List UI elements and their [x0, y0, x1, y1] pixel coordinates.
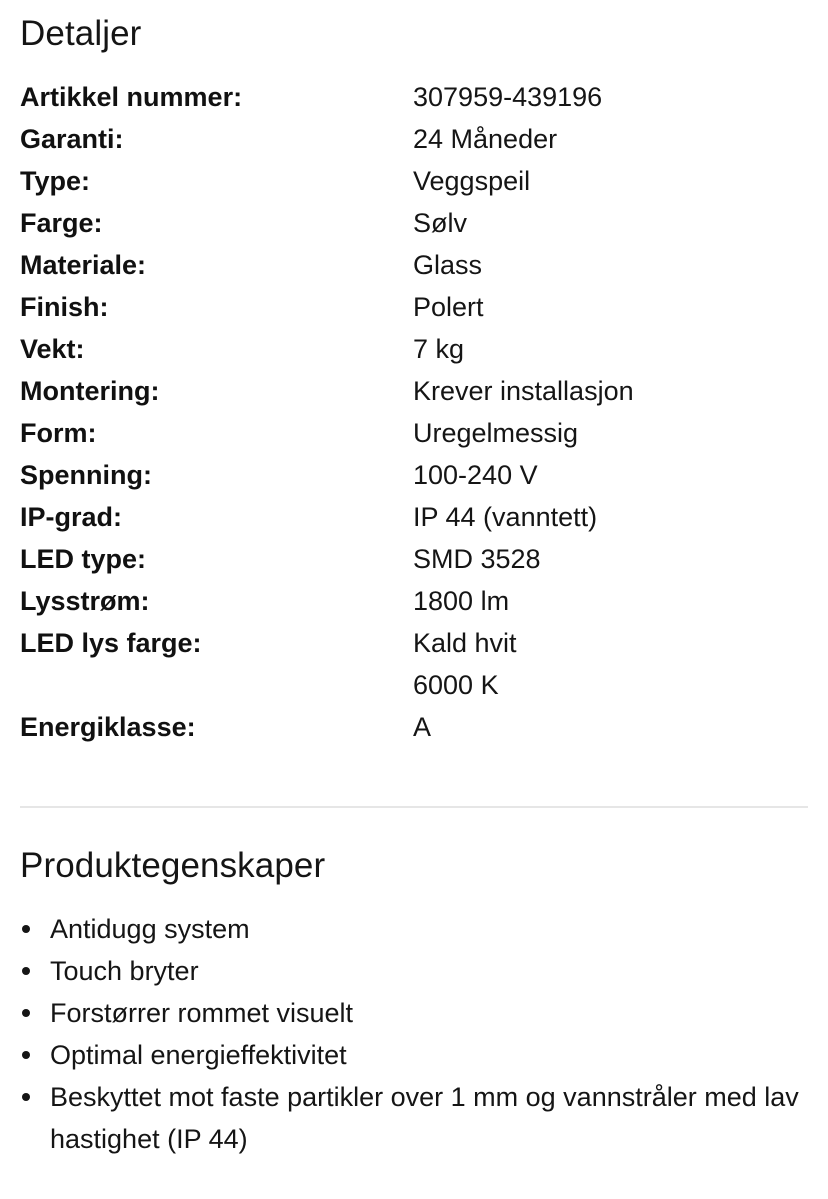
spec-label: Spenning: [20, 460, 152, 490]
feature-list [20, 908, 810, 1160]
spec-label: Form: [20, 418, 97, 448]
spec-value: 307959-439196 [413, 82, 603, 112]
bullet-icon [22, 1051, 30, 1059]
spec-row-mounting [20, 370, 810, 412]
bullet-icon [22, 1009, 30, 1017]
spec-value: Uregelmessig [413, 418, 579, 448]
feature-text: Antidugg system [50, 914, 250, 944]
spec-value: Sølv [413, 208, 467, 238]
spec-value: 24 Måneder [413, 124, 558, 154]
spec-row-article-number [20, 76, 810, 118]
feature-text: Beskyttet mot faste partikler over 1 mm og vannstråler med lav hastighet (IP 44) [50, 1082, 799, 1154]
spec-row-weight [20, 328, 810, 370]
spec-value-line: Kald hvit [413, 628, 517, 658]
section-divider [20, 806, 808, 808]
spec-row-color [20, 202, 810, 244]
feature-text: Optimal energieffektivitet [50, 1040, 347, 1070]
spec-value: A [413, 712, 432, 742]
spec-row-warranty [20, 118, 810, 160]
spec-value-line: 6000 K [413, 670, 499, 700]
bullet-icon [22, 1093, 30, 1101]
spec-label: Garanti: [20, 124, 124, 154]
details-title: Detaljer [20, 14, 142, 53]
spec-value [413, 622, 810, 706]
spec-label: Energiklasse: [20, 712, 196, 742]
spec-label: LED lys farge: [20, 628, 202, 658]
spec-label: IP-grad: [20, 502, 123, 532]
spec-row-voltage [20, 454, 810, 496]
feature-item [20, 950, 810, 992]
spec-label: Montering: [20, 376, 160, 406]
features-title: Produktegenskaper [20, 846, 326, 885]
bullet-icon [22, 967, 30, 975]
spec-label: Vekt: [20, 334, 85, 364]
spec-row-type [20, 160, 810, 202]
spec-value: 1800 lm [413, 586, 510, 616]
spec-label: Type: [20, 166, 91, 196]
spec-label: Materiale: [20, 250, 147, 280]
spec-row-led-light-color [20, 622, 810, 706]
spec-row-led-type [20, 538, 810, 580]
spec-value: 7 kg [413, 334, 465, 364]
spec-row-luminous-flux [20, 580, 810, 622]
spec-value: Veggspeil [413, 166, 531, 196]
spec-row-finish [20, 286, 810, 328]
spec-row-energy-class [20, 706, 810, 748]
spec-value: Krever installasjon [413, 376, 634, 406]
spec-label: Lysstrøm: [20, 586, 150, 616]
spec-label: Finish: [20, 292, 109, 322]
feature-text: Touch bryter [50, 956, 199, 986]
feature-item [20, 1034, 810, 1076]
spec-value: Glass [413, 250, 483, 280]
bullet-icon [22, 925, 30, 933]
spec-value: Polert [413, 292, 484, 322]
spec-value: 100-240 V [413, 460, 538, 490]
feature-item [20, 1076, 810, 1160]
spec-label: Farge: [20, 208, 103, 238]
spec-label: LED type: [20, 544, 147, 574]
spec-value: SMD 3528 [413, 544, 541, 574]
spec-row-shape [20, 412, 810, 454]
spec-row-ip-rating [20, 496, 810, 538]
feature-text: Forstørrer rommet visuelt [50, 998, 354, 1028]
spec-label: Artikkel nummer: [20, 82, 243, 112]
details-spec-table [20, 76, 810, 748]
feature-item [20, 992, 810, 1034]
spec-row-material [20, 244, 810, 286]
spec-value: IP 44 (vanntett) [413, 502, 598, 532]
feature-item [20, 908, 810, 950]
